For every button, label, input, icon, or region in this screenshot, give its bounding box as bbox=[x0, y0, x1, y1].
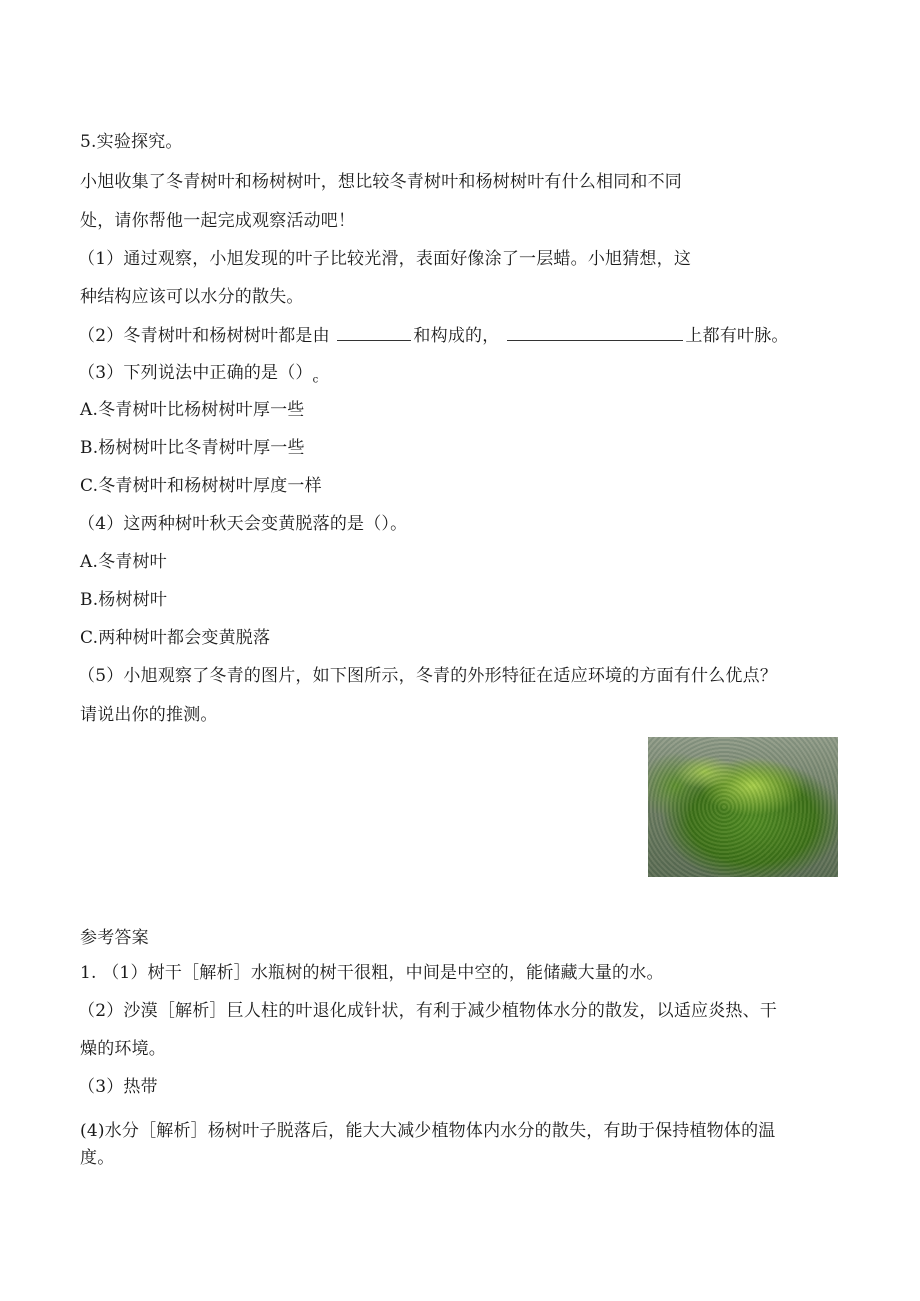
answers-heading: 参考答案 bbox=[80, 928, 149, 948]
q3-prompt bbox=[78, 362, 318, 391]
q4-mark: 。 bbox=[390, 514, 408, 534]
blank-1[interactable] bbox=[337, 324, 411, 341]
q2-line bbox=[78, 324, 789, 347]
answer-line-6: 度。 bbox=[80, 1148, 115, 1168]
q3-mark: c bbox=[312, 374, 319, 386]
q5-line-2: 请说出你的推测。 bbox=[80, 705, 218, 725]
q3-option-b: B.杨树树叶比冬青树叶厚一些 bbox=[80, 438, 305, 458]
q2-text-2: 和构成的， bbox=[413, 326, 500, 346]
answer-line-3: 燥的环境。 bbox=[80, 1039, 166, 1059]
q2-text-3: 上都有叶脉。 bbox=[685, 326, 789, 346]
q4-option-b: B.杨树树叶 bbox=[80, 590, 168, 610]
q2-text-1: （2）冬青树叶和杨树树叶都是由 bbox=[78, 326, 336, 346]
holly-shrub-photo bbox=[648, 737, 838, 877]
answer-line-2: （2）沙漠［解析］巨人柱的叶退化成针状，有利于减少植物体水分的散发，以适应炎热、干 bbox=[78, 1001, 778, 1021]
answer-line-5: (4)水分［解析］杨树叶子脱落后，能大大减少植物体内水分的散失，有助于保持植物体的温 bbox=[80, 1121, 776, 1141]
answer-line-1: 1. （1）树干［解析］水瓶树的树干很粗，中间是中空的，能储藏大量的水。 bbox=[80, 963, 664, 983]
q4-prompt bbox=[78, 513, 407, 535]
q1-line-2: 种结构应该可以水分的散失。 bbox=[80, 287, 304, 307]
q5-line-1: （5）小旭观察了冬青的图片，如下图所示，冬青的外形特征在适应环境的方面有什么优点？ bbox=[78, 666, 778, 686]
q3-option-c: C.冬青树叶和杨树树叶厚度一样 bbox=[80, 476, 322, 496]
intro-line-1: 小旭收集了冬青树叶和杨树树叶，想比较冬青树叶和杨树树叶有什么相同和不同 bbox=[80, 172, 682, 192]
q4-option-a: A.冬青树叶 bbox=[80, 552, 167, 572]
answer-line-4: （3）热带 bbox=[78, 1077, 158, 1097]
q4-text: （4）这两种树叶秋天会变黄脱落的是（） bbox=[78, 514, 391, 534]
q1-line-1: （1）通过观察，小旭发现的叶子比较光滑，表面好像涂了一层蜡。小旭猜想，这 bbox=[78, 249, 692, 269]
intro-line-2: 处，请你帮他一起完成观察活动吧！ bbox=[80, 211, 356, 231]
blank-2[interactable] bbox=[507, 324, 683, 341]
q4-option-c: C.两种树叶都会变黄脱落 bbox=[80, 628, 271, 648]
q3-text: （3）下列说法中正确的是（） bbox=[78, 363, 313, 383]
question-heading: 5.实验探究。 bbox=[80, 132, 183, 152]
q3-option-a: A.冬青树叶比杨树树叶厚一些 bbox=[80, 400, 305, 420]
